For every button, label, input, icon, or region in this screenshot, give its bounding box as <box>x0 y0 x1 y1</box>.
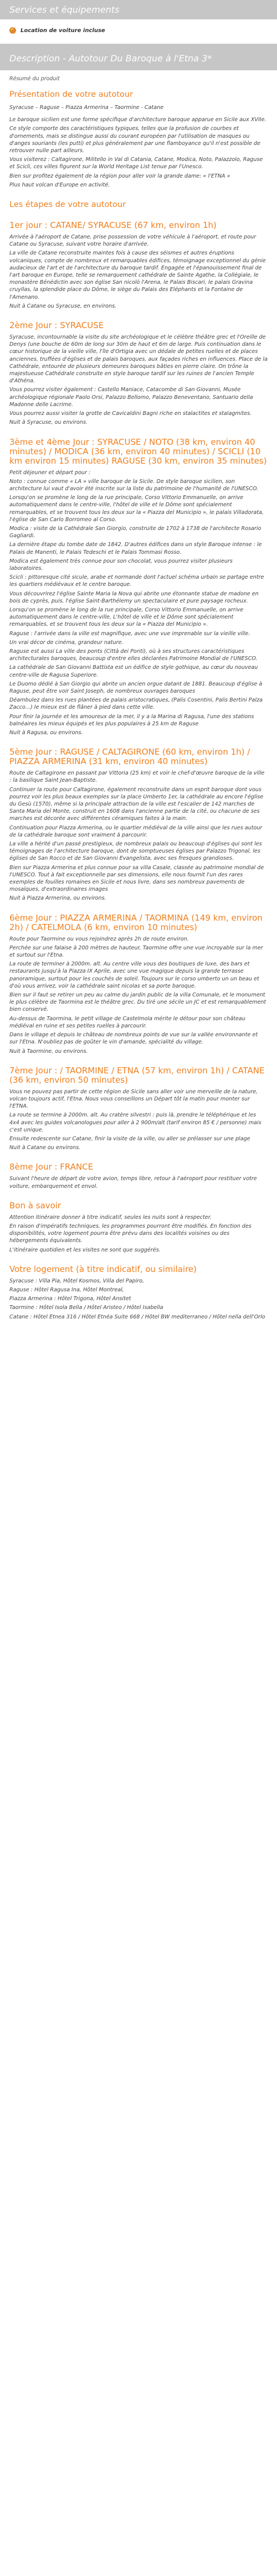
day-paragraph: La ville de Catane reconstruite maintes fois à cause des séismes et autres éruptions volcaniques, compte de nombreux et remarquables édifices, témoignage exceptionnel du génie audacieux de l'art et de l'architecture du baroque tardif. Engagée et l'épanouissement final de l'art baroque en Europe, telle se remarquement cathédrale de Sainte Agathe, la Collégiale, le monastère Bénédictin avec son église San nicolò l'Arena, le Palais Biscari, le palais Gravina cruyllas, la splendide place du Dôme, le siège du Palais des Eléphants et la Fontaine de l'Amenano. <box>9 250 266 300</box>
day-paragraph: Suivant l'heure de départ de votre avion, temps libre, retour à l'aéroport pour restituer votre voiture, embarquement et envol. <box>9 1176 257 1190</box>
day-title: 3ème et 4ème Jour : SYRACUSE / NOTO (38 km, environ 40 minutes) / MODICA (36 km, environ 40 minutes) / SCICLI (10 km environ 15 minutes) RAGUSE (30 km, environ 35 minutes) <box>9 437 267 466</box>
day-paragraph: Raguse est aussi La ville des ponts (Città dei Ponti), où à ses structures caractéristiques architecturales baroques, beaucoup d'entre elles déclarées Patrimoine Mondial de l'UNESCO. <box>9 648 258 662</box>
day-paragraph: Continuation pour Piazza Armerina, ou le quartier médiéval de la ville ainsi que les rues autour de la cathédrale baroque sont vraiment à parcourir. <box>9 824 263 838</box>
logement-line: Catane : Hôtel Etnea 316 / Hôtel Etnéa Suite 668 / Hôtel BW mediterraneo / Hôtel nella dell'Orlo <box>9 1313 265 1320</box>
services-title: Services et équipements <box>9 4 120 15</box>
day-paragraph: Le Duomo dédié à San Giorgio qui abrite un ancien orgue datant de 1881. Beaucoup d'église à Raguse, peut être voir Saint Joseph, de nombreux ouvrages baroques <box>9 681 263 694</box>
bon-savoir-paragraph: L'itinéraire quotidien et les visites ne sont que suggérés. <box>9 1247 161 1253</box>
logement-line: Piazza Armerina : Hôtel Trigona, Hôtel Ansitet <box>9 1296 131 1302</box>
day-paragraph: Déambulez dans les rues plantées de palais aristocratiques, (Palis Cosentini, Palis Bertini Palza Zacco...) le mieux est de flâner à pied dans cette ville. <box>9 697 263 711</box>
day-paragraph: Ensuite redescente sur Catane, finir la visite de la ville, ou aller se prélasser sur une plage <box>9 1135 250 1142</box>
content <box>0 70 277 1321</box>
presentation-paragraph: Plus haut volcan d'Europe en activité. <box>9 181 110 188</box>
day-paragraph: Nuit à Taormine, ou environs. <box>9 1048 88 1055</box>
presentation-paragraph: Le baroque sicilien est une forme spécifique d'architecture baroque apparue en Sicile aux XVIIe. <box>9 117 266 123</box>
day-title: 8ème Jour : FRANCE <box>9 1162 94 1172</box>
day-paragraph: Scicli : pittoresque cité sicule, arabe et normande dont l'actuel schéma urbain se partage entre les quartiers médiévaux et le centre baroque. <box>9 574 264 588</box>
logement-line: Syracuse : Villa Pia, Hôtel Kosmos, Villa del Papiro, <box>9 1277 145 1284</box>
day-paragraph: Syracuse, incontournable la visite du site archéologique et le célèbre théâtre grec et l'Oreille de Denys (une bouche de 60m de long sur 30m de haut et 6m de large. Puis continuation dans le cœur historique de la vieille ville, l'île d'Ortigia avec un dédale de petites ruelles et de places anciennes, truffées d'églises et de palais baroques, aux façades riches en influences. Place de la Cathédrale, entourée de plusieurs demeures baroques bâties en pierre claire. On trône la majestueuse Cathédrale construite en style baroque tardif sur les ruines de l'ancien Temple d'Athéna. <box>9 334 268 385</box>
bon-savoir-paragraph: En raison d'impératifs techniques, les programmes pourront être modifiés. En fonction des disponibilités, votre logement pourra être prévu dans des localités voisines ou des hébergements équivalents. <box>9 1223 252 1244</box>
day-paragraph: Petit déjeuner et départ pour : <box>9 469 91 476</box>
day-paragraph: Noto : connue comme « LA » ville baroque de la Sicile. De style baroque sicilien, son architecture lui vaut d'avoir été inscrite sur la liste du patrimoine de l'humanité de l'UNESCO. <box>9 478 259 492</box>
presentation-heading: Présentation de votre autotour <box>9 90 134 99</box>
day-paragraph: Lorsqu'on se promène le long de la rue principale, Corso Vittorio Emmanuelle, on arrive automatiquement dans le centre-ville, L'hôtel de ville et le Dôme sont spécialement remarquables, et se trouvent tous les deux sur la « Piazza del Municipio ». <box>9 606 244 628</box>
day-title: 6ème Jour : PIAZZA ARMERINA / TAORMINA (149 km, environ 2h) / CATELMOLA (6 km, environ 10 minutes) <box>9 912 263 932</box>
day-title: 1er jour : CATANE/ SYRACUSE (67 km, environ 1h) <box>9 220 217 231</box>
day-title: 7ème Jour : / TAORMINE / ETNA (57 km, environ 1h) / CATANE (36 km, environ 50 minutes) <box>9 1065 265 1085</box>
day-paragraph: Modica : visite de la Cathédrale San Giorgio, construite de 1702 à 1738 de l'architecte Rosario Gagliardi. <box>9 525 261 539</box>
presentation-subheading: Syracuse – Raguse – Piazza Armerina – Taormine - Catane <box>9 105 164 111</box>
day-paragraph: La ville a hérité d'un passé prestigieux, de nombreux palais ou beaucoup d'églises qui sont les témoignages de l'architecture baroque, dont de somptueuses églises par Palazzo Trigonal, les églises de San Rocco et de San Giovanni Evangelista, avec ses fresques grandioses. <box>9 841 262 862</box>
day-paragraph: Vous pourrez aussi visiter la grotte de Cavicaldini Bagni riche en stalactites et stalagmites. <box>9 411 252 417</box>
day-paragraph: Perchée sur une falaise à 200 mètres de hauteur, Taormine offre une vue incroyable sur la mer et surtout sur l'Etna. <box>9 944 263 959</box>
day-paragraph: Continuer la route pour Caltagirone, également reconstruite dans un esprit baroque dont vous pourrez voir les plus beaux exemples sur la place Umberto 1er, la cathédrale au encore l'église du Gesù (1570), même si la principale attraction de la ville est l'escalier de 142 marches de Santa Maria del Monte, construit en 1608 dans l'ancienne partie de la cité, ou chacune de ses marches est décorée avec différentes céramiques faites à la main. <box>9 786 264 822</box>
day-paragraph: La cathédrale de San Giovanni Battista est un édifice de style gothique, au cœur du nouveau centre-ville de Ragusa Superiore. <box>9 664 258 678</box>
presentation-paragraph: Ce style comporte des caractéristiques typiques, telles que la profusion de courbes et d'ornements, mais se distingue aussi du courant européen par l'utilisation de masques ou d'anges souriants (les putti) et plus généralement par une flamboyance qu'il n'est possible de retrouver nulle part ailleurs. <box>9 126 260 154</box>
day-paragraph: Lorsqu'on se promène le long de la rue principale, Corso Vittorio Emmanuelle, on arrive automatiquement dans le centre-ville, l'hôtel de ville et le Dôme sont spécialement remarquables, et se trouvent tous les deux sur la « Piazza del Municipio », le palais Villadorata, l'église de San Carlo Borromeo al Corso. <box>9 495 264 523</box>
day-paragraph: Vous découvrirez l'église Sainte Maria la Nova qui abrite une étonnante statue de madone en bois de cyprès, puis, l'église Saint-Barthélemy un spectaculaire et pure paysage rocheux. <box>9 590 259 604</box>
bon-savoir-paragraph: Attention itinéraire donner à titre indicatif, seules les nuits sont à respecter. <box>9 1214 212 1221</box>
day-paragraph: Au-dessus de Taormina, le petit village de Castelmola mérite le détour pour son château médiéval en ruine et ses petites ruelles à parcourir. <box>9 1015 245 1029</box>
day-paragraph: La dernière étape du tombe date de 1842. D'autres édifices dans un style Baroque intense : le Palais de Manenti, le Palais Tedeschi et le Palais Tommasi Rosso. <box>9 542 262 555</box>
logement-line: Taormine : Hôtel Isola Bella / Hôtel Aristeo / Hôtel Isabella <box>9 1305 163 1311</box>
description-title: Description - Autotour Du Baroque à l'Etna 3* <box>9 53 212 64</box>
day-title: 5ème Jour : RAGUSE / CALTAGIRONE (60 km, environ 1h) / PIAZZA ARMERINA (31 km, environ 40 minutes) <box>9 747 250 767</box>
day-paragraph: Dans le village et depuis le château de nombreux points de vue sur la vallée environnante et sur l'Etna. N'oubliez pas de goûter le vin d'amande, spécialité du village. <box>9 1032 258 1046</box>
presentation-paragraph: Bien sur profitez également de la région pour aller voir la grande dame: « l'ETNA » <box>9 173 230 179</box>
day-paragraph: Pour finir la journée et les amoureux de la mer, il y a la Marina di Ragusa, l'une des stations balnéaires les mieux équipés et les plus populaires à 25 km de Raguse <box>9 713 254 727</box>
day-paragraph: Nuit à Piazza Armerina, ou environs. <box>9 895 106 902</box>
day-paragraph: Vous pourrez visiter également : Castello Maniace, Catacombe di San Giovanni, Musée archéologique régionale Paolo Orsi, Palazzo Bellomo, Palazzo Beneventano, Santuario della Madonne delle Lacrime. <box>9 387 253 408</box>
days-list <box>9 221 268 1190</box>
day-paragraph: Bien sur il faut se retirer un peu au calme du jardin public de la villa Comunale, et le monument le plus célèbre de Taormina est le théâtre grec. Du tiré une sécile un JC et est remarquablement bien conservé. <box>9 992 266 1013</box>
resume-label: Résumé du produit <box>9 76 60 82</box>
day-paragraph: Route pour Taormine ou vous rejoindrez après 2h de route environ. <box>9 936 189 942</box>
day-paragraph: Bien sur Piazza Armerina et plus connue pour sa villa Casale, classée au patrimoine mondial de l'UNESCO. Tout à fait exceptionnelle par ses dimensions, elle nous fournit l'un des rares exemples de fouilles romaines en Sicile et nous livre, dans ses nombreux pavements de mosaïques, d'extraordinaires images <box>9 864 264 893</box>
check-icon <box>9 27 16 34</box>
service-label: Location de voiture incluse <box>20 27 105 34</box>
day-paragraph: Raguse : l'arrivée dans la ville est magnifique, avec une vue imprenable sur la vieille ville. <box>9 630 250 637</box>
day-paragraph: La route de terminer à 2000m. alt. Au centre ville vous des boutiques de luxe, des bars et restaurants jusqu'à la Piazza IX Aprile, avec une vue magique depuis la grande terrasse panoramique, surtout pour les couchés de soleil. Toujours sur le corso umberto un un beau et d'où vous arrivez, voir la cathédrale saint nicolas et sa porte baroque. <box>9 961 259 989</box>
services-banner <box>0 0 277 19</box>
day-paragraph: La route se termine à 2000m. alt. Au cratère silvestri : puis là, prendre le téléphérique et les 4x4 avec les guides volcanologues pour aller à 2 900m/alt (tarif environ 85 € / personne) mais c'est unique. <box>9 1112 261 1133</box>
presentation-paragraph: Vous visiterez : Caltagirone, Militello in Val di Catania, Catane, Modica, Noto, Palazzolo, Raguse et Scicli, ces villes figurent sur la World Heritage List tenue par l'Unesco. <box>9 157 263 170</box>
day-paragraph: Vous ne pouvez pas partir de cette région de Sicile sans aller voir une merveille de la nature, volcan toujours actif, l'Etna. Nous vous conseillons un Départ tôt la matin pour monter sur l'ETNA. <box>9 1088 258 1110</box>
service-item <box>0 19 277 34</box>
day-paragraph: Nuit à Ragusa, ou environs. <box>9 730 83 736</box>
day-title: 2ème Jour : SYRACUSE <box>9 320 104 331</box>
day-paragraph: Route de Caltagirone en passant par Vittoria (25 km) et voir le chef-d'œuvre baroque de la ville : la basilique Saint Jean-Baptiste. <box>9 770 265 784</box>
steps-heading: Les étapes de votre autotour <box>9 200 126 210</box>
logement-line: Raguse : Hôtel Ragusa Ina, Hôtel Montreal, <box>9 1286 124 1293</box>
logement-title: Votre logement (à titre indicatif, ou similaire) <box>9 1264 197 1274</box>
description-banner <box>0 44 277 70</box>
day-paragraph: Nuit à Syracuse, ou environs. <box>9 419 88 426</box>
day-paragraph: Un vrai décor de cinéma, grandeur nature. <box>9 639 124 646</box>
day-paragraph: Nuit à Catane ou environs. <box>9 1145 81 1151</box>
day-paragraph: Nuit à Catane ou Syracuse, en environs. <box>9 303 117 309</box>
day-paragraph: Modica est également très connue pour son chocolat, vous pourrez visiter plusieurs laboratoires. <box>9 558 233 572</box>
day-paragraph: Arrivée à l'aéroport de Catane, prise possession de votre véhicule à l'aéroport, et route pour Catane ou Syracuse, suivant votre horaire d'arrivée. <box>9 234 257 248</box>
bon-savoir-title: Bon à savoir <box>9 1200 61 1211</box>
